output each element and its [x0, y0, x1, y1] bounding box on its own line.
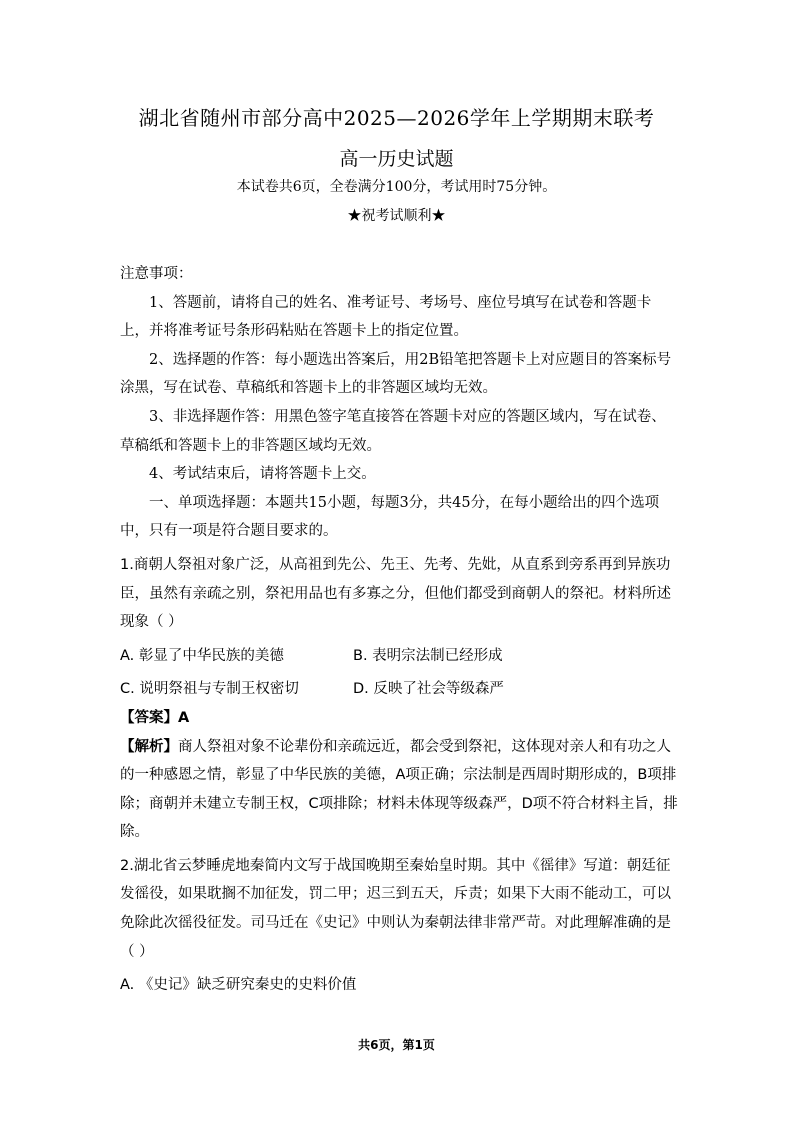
question-1-option-b: B. 表明宗法制已经形成 — [353, 647, 503, 664]
exam-body — [120, 260, 680, 1000]
page-footer: 共6页，第1页 — [358, 1038, 435, 1052]
question-2-option-a: A. 《史记》缺乏研究秦史的史料价值 — [120, 977, 357, 994]
notice-item-4: 4、考试结束后，请将答题卡上交。 — [149, 466, 376, 483]
question-1-analysis-text: 商人祭祖对象不论辈份和亲疏远近，都会受到祭祀，这体现对亲人和有功之人的一种感恩之情，彰显了中华民族的美德，A项正确；宗法制是西周时期形成的，B项排除；商朝并未建立专制王权，C项排除；材料未体现等级森严，D项不符合材料主旨，排除。 — [120, 738, 678, 841]
question-1-analysis-label: 【解析】 — [120, 738, 178, 755]
notice-item-1: 1、答题前，请将自己的姓名、准考证号、考场号、座位号填写在试卷和答题卡上，并将准考证号条形码粘贴在答题卡上的指定位置。 — [120, 294, 652, 340]
question-1-stem: 1.商朝人祭祖对象广泛，从高祖到先公、先王、先考、先妣，从直系到旁系再到异族功臣，虽然有亲疏之别，祭祀用品也有多寡之分，但他们都受到商朝人的祭祀。材料所述现象（ ） — [120, 556, 671, 631]
notice-item-3: 3、非选择题作答：用黑色签字笔直接答在答题卡对应的答题区域内，写在试卷、草稿纸和答题卡上的非答题区域均无效。 — [120, 408, 666, 454]
question-1-option-a: A. 彰显了中华民族的美德 — [120, 647, 284, 664]
exam-meta: 本试卷共6页，全卷满分100分，考试用时75分钟。 — [236, 179, 557, 195]
section1-intro: 一、单项选择题：本题共15小题，每题3分，共45分，在每小题给出的四个选项中，只有一项是符合题目要求的。 — [120, 494, 660, 540]
question-1-options-row-2 — [120, 675, 680, 704]
notice-heading: 注意事项： — [120, 266, 193, 282]
question-1-answer: 【答案】A — [120, 709, 190, 726]
notice-item-2: 2、选择题的作答：每小题选出答案后，用2B铅笔把答题卡上对应题目的答案标号涂黑，写在试卷、草稿纸和答题卡上的非答题区域均无效。 — [120, 351, 672, 397]
question-1-options-row-1 — [120, 642, 680, 671]
exam-wish: ★祝考试顺利★ — [347, 208, 446, 224]
question-1-option-c: C. 说明祭祖与专制王权密切 — [120, 681, 299, 698]
exam-subtitle: 高一历史试题 — [339, 148, 454, 170]
exam-title: 湖北省随州市部分高中2025—2026学年上学期期末联考 — [138, 106, 655, 130]
question-1-option-d: D. 反映了社会等级森严 — [353, 681, 504, 698]
question-1-analysis — [120, 733, 680, 847]
question-2-options-row-1 — [120, 971, 680, 1000]
question-2-stem: 2.湖北省云梦睡虎地秦简内文写于战国晚期至秦始皇时期。其中《徭律》写道：朝廷征发徭役，如果耽搁不加征发，罚二甲；迟三到五天，斥责；如果下大雨不能动工，可以免除此次徭役征发。司马迁在《史记》中则认为秦朝法律非常严苛。对此理解准确的是（ ） — [120, 857, 671, 960]
